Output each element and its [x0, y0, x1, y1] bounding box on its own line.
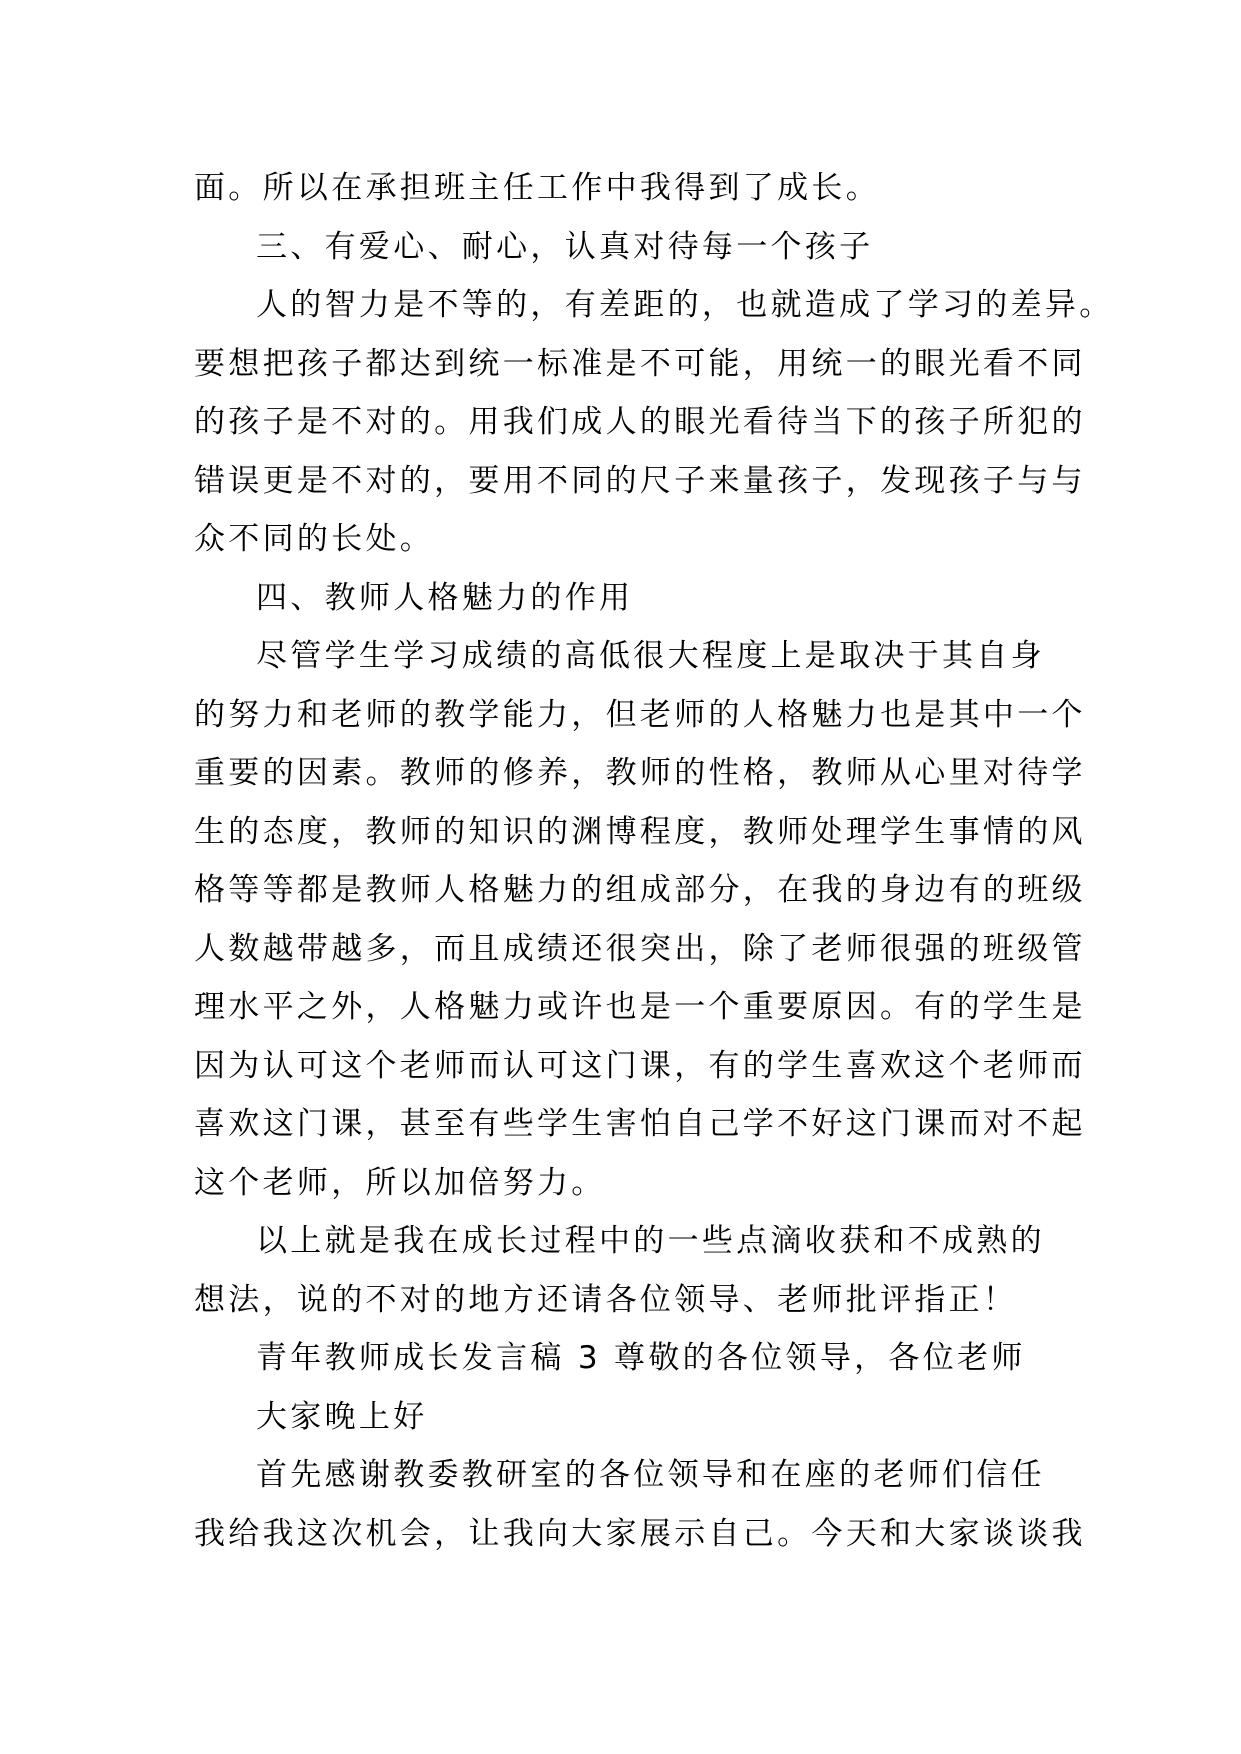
text-line-16: 因为认可这个老师而认可这门课，有的学生喜欢这个老师而 [194, 1047, 1086, 1084]
text-line-13: 格等等都是教师人格魅力的组成部分，在我的身边有的班级 [194, 872, 1086, 908]
section-heading-three: 三、有爱心、耐心，认真对待每一个孩子 [256, 228, 874, 265]
text-line-11: 重要的因素。教师的修养，教师的性格，教师从心里对待学 [194, 755, 1086, 791]
text-line-18: 这个老师，所以加倍努力。 [194, 1164, 606, 1201]
text-line-20: 想法，说的不对的地方还请各位领导、老师批评指正！ [194, 1281, 1018, 1318]
text-line-15: 理水平之外，人格魅力或许也是一个重要原因。有的学生是 [194, 989, 1086, 1025]
text-line-1: 面。所以在承担班主任工作中我得到了成长。 [194, 170, 880, 206]
text-line-12: 生的态度，教师的知识的渊博程度，教师处理学生事情的风 [194, 813, 1086, 850]
text-line-4: 要想把孩子都达到统一标准是不可能，用统一的眼光看不同 [194, 345, 1086, 382]
text-line-6: 错误更是不对的，要用不同的尺子来量孩子，发现孩子与与 [194, 462, 1086, 499]
document-body [194, 159, 1114, 1563]
text-line-14: 人数越带越多，而且成绩还很突出，除了老师很强的班级管 [194, 930, 1086, 967]
text-line-17: 喜欢这门课，甚至有些学生害怕自己学不好这门课而对不起 [194, 1106, 1086, 1142]
section-heading-four: 四、教师人格魅力的作用 [256, 579, 634, 616]
text-line-9: 尽管学生学习成绩的高低很大程度上是取决于其自身 [256, 638, 1045, 674]
text-line-19: 以上就是我在成长过程中的一些点滴收获和不成熟的 [256, 1223, 1045, 1259]
greeting: 大家晚上好 [256, 1398, 428, 1435]
text-line-23: 首先感谢教委教研室的各位领导和在座的老师们信任 [256, 1457, 1045, 1493]
text-line-3: 人的智力是不等的，有差距的，也就造成了学习的差异。 [256, 287, 1114, 323]
speech-title: 青年教师成长发言稿 3 尊敬的各位领导，各位老师 [256, 1340, 1026, 1376]
text-line-10: 的努力和老师的教学能力，但老师的人格魅力也是其中一个 [194, 696, 1086, 733]
text-line-24: 我给我这次机会，让我向大家展示自己。今天和大家谈谈我 [194, 1515, 1086, 1552]
text-line-5: 的孩子是不对的。用我们成人的眼光看待当下的孩子所犯的 [194, 404, 1086, 440]
text-line-7: 众不同的长处。 [194, 521, 435, 557]
